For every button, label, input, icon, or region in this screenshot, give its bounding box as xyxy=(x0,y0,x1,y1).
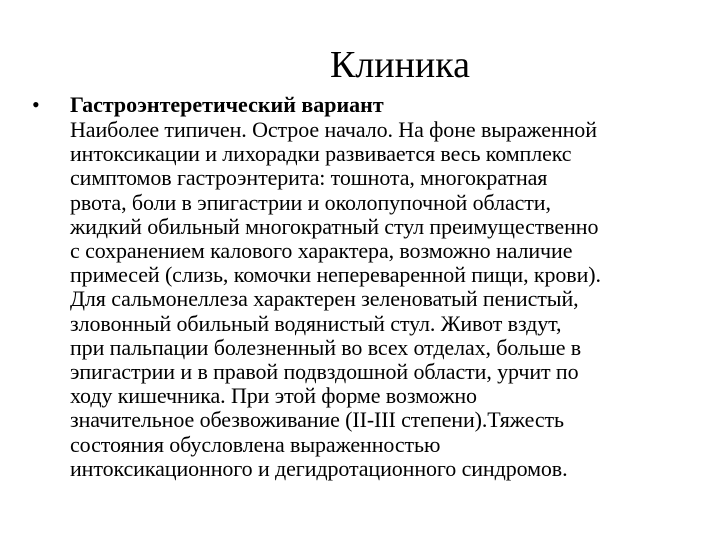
body-line: эпигастрии и в правой подвздошной области, урчит по xyxy=(70,359,579,385)
body-line: рвота, боли в эпигастрии и околопупочной области, xyxy=(70,189,551,215)
body-line: ходу кишечника. При этой форме возможно xyxy=(70,383,477,409)
slide-content xyxy=(32,92,692,481)
body-line: примесей (слизь, комочки непереваренной пищи, крови). xyxy=(70,262,601,288)
body-line: при пальпации болезненный во всех отделах, больше в xyxy=(70,334,582,360)
body-line: симптомов гастроэнтерита: тошнота, многократная xyxy=(70,165,548,191)
body-line: значительное обезвоживание (II-III степени).Тяжесть xyxy=(70,407,564,433)
bullet-body-text xyxy=(70,118,692,481)
bullet-item xyxy=(32,92,692,118)
body-line: интоксикационного и дегидротационного синдромов. xyxy=(70,455,568,481)
body-line: жидкий обильный многократный стул преимущественно xyxy=(70,213,599,239)
body-line: зловонный обильный водянистый стул. Живот вздут, xyxy=(70,310,562,336)
slide-title: Клиника xyxy=(329,44,471,86)
body-line: Для сальмонеллеза характерен зеленоватый пенистый, xyxy=(70,286,579,312)
bullet-heading: Гастроэнтеретический вариант xyxy=(70,92,384,117)
body-line: Наиболее типичен. Острое начало. На фоне выраженной xyxy=(70,117,597,142)
body-line: с сохранением калового характера, возможно наличие xyxy=(70,238,573,264)
body-line: состояния обусловлена выраженностью xyxy=(70,431,441,457)
bullet-marker-icon: • xyxy=(32,92,40,117)
body-line: интоксикации и лихорадки развивается весь комплекс xyxy=(70,141,572,167)
